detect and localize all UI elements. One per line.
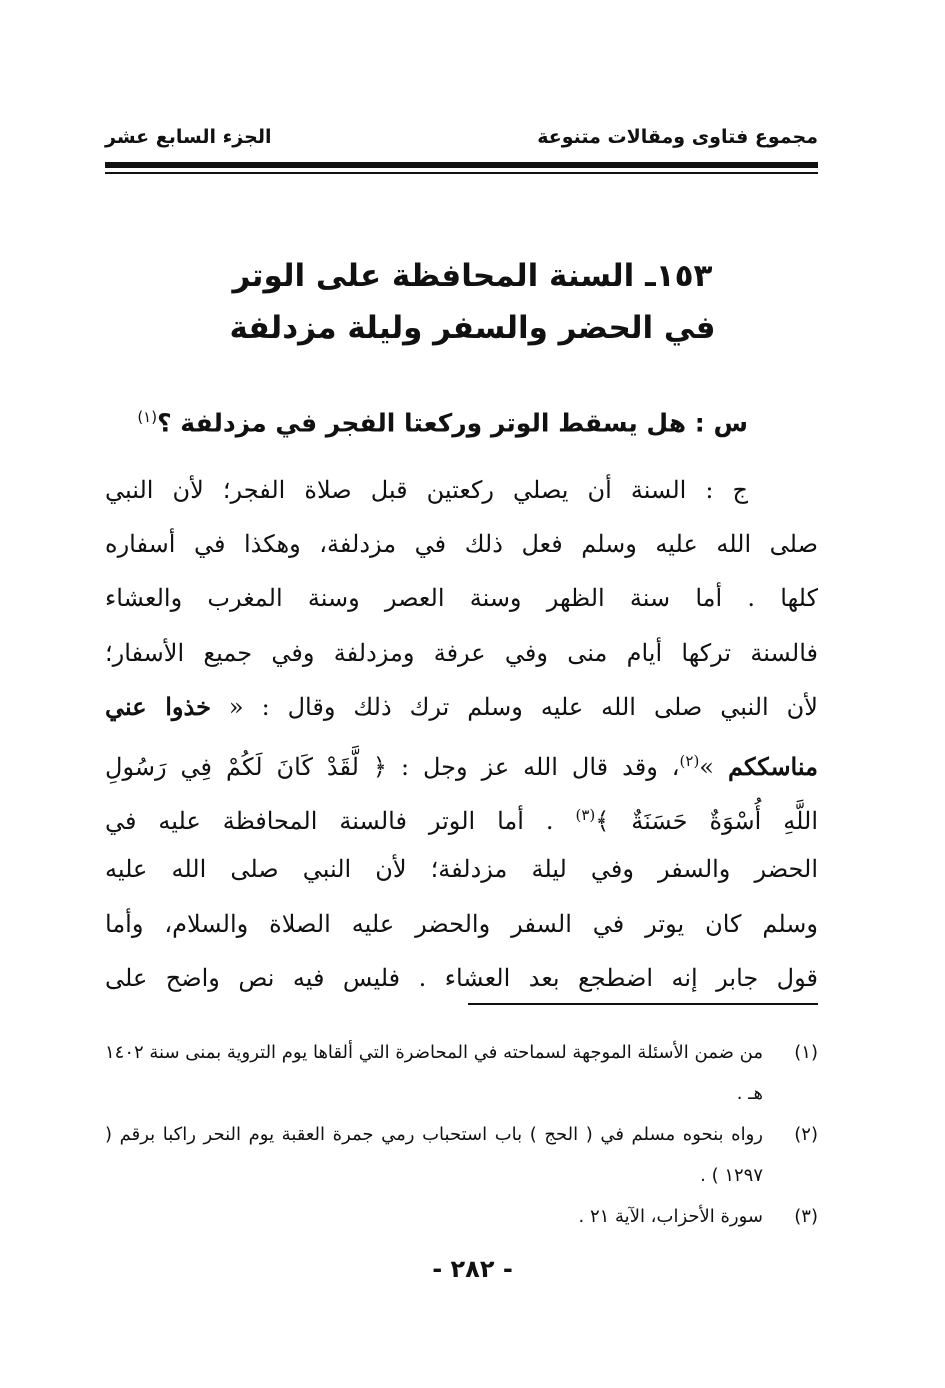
answer-line: الحضر والسفر وفي ليلة مزدلفة؛ لأن النبي صلى الله عليه [105, 855, 818, 884]
answer-line-hadith-start [105, 680, 818, 734]
footnotes [105, 1032, 818, 1237]
answer-line-5-text: لأن النبي صلى الله عليه وسلم ترك ذلك وقال : « [228, 692, 818, 721]
question [137, 408, 748, 437]
volume-label: الجزء السابع عشر [105, 126, 272, 148]
quran-verse-part-2: اللَّهِ أُسْوَةٌ حَسَنَةٌ [631, 807, 818, 836]
hadith-quote-end: مناسككم [727, 751, 818, 781]
answer-line-6-text: ، وقد قال الله عز وجل : [400, 752, 680, 781]
footnote [105, 1114, 818, 1196]
title-line-2: في الحضر والسفر وليلة مزدلفة [229, 310, 716, 346]
footnote-text: رواه بنحوه مسلم في ( الحج ) باب استحباب رمي جمرة العقبة يوم النحر راكبا برقم ( ١٢٩٧ ) . [105, 1124, 763, 1186]
book-title: مجموع فتاوى ومقالات متنوعة [537, 126, 818, 148]
answer-line: كلها . أما سنة الظهر وسنة العصر وسنة المغرب والعشاء [105, 584, 818, 613]
quran-brace-open: ﴿ [372, 752, 387, 781]
page-number: - ٢٨٢ - [432, 1255, 513, 1283]
footnote [105, 1032, 818, 1114]
answer-line: ج : السنة أن يصلي ركعتين قبل صلاة الفجر؛ لأن النبي [105, 476, 748, 504]
answer-line: صلى الله عليه وسلم فعل ذلك في مزدلفة، وهكذا في أسفاره [105, 530, 818, 559]
footnote-text: من ضمن الأسئلة الموجهة لسماحته في المحاضرة التي ألقاها يوم التروية بمنى سنة ١٤٠٢ هـ . [105, 1042, 763, 1104]
hadith-quote-start: خذوا عني [105, 691, 211, 721]
title-line-1: ١٥٣ـ السنة المحافظة على الوتر [232, 258, 713, 294]
footnote-text: سورة الأحزاب، الآية ٢١ . [578, 1206, 763, 1227]
footnote-number: (٢) [794, 1124, 818, 1145]
running-header [105, 126, 818, 156]
footnote-number: (١) [794, 1042, 818, 1063]
answer-line: قول جابر إنه اضطجع بعد العشاء . فليس فيه نص واضح على [105, 963, 818, 992]
quote-close: » [699, 752, 714, 781]
quran-verse-part-1: لَّقَدْ كَانَ لَكُمْ فِي رَسُولِ [105, 752, 359, 781]
fatwa-title [150, 250, 795, 354]
footnote-ref-3[interactable]: (٣) [575, 806, 596, 825]
footnote-ref-1[interactable]: (١) [137, 408, 158, 426]
footnote-separator [468, 1003, 818, 1005]
quran-brace-close: ﴾ [595, 807, 610, 836]
answer-line: فالسنة تركها أيام منى وفي عرفة ومزدلفة وفي جميع الأسفار؛ [105, 638, 818, 667]
answer-line-quran-end [105, 788, 818, 842]
footnote-ref-2[interactable]: (٢) [679, 751, 700, 770]
answer-body [105, 463, 818, 1005]
header-rule-thin [105, 172, 818, 174]
answer-line: وسلم كان يوتر في السفر والحضر عليه الصلاة والسلام، وأما [105, 909, 818, 938]
answer-line-7-text: . أما الوتر فالسنة المحافظة عليه في [105, 807, 554, 836]
answer-line-quran-start [105, 734, 818, 788]
header-rule [105, 162, 818, 168]
question-text: س : هل يسقط الوتر وركعتا الفجر في مزدلفة ؟ [157, 408, 748, 438]
footnote-number: (٣) [794, 1206, 818, 1227]
footnote [105, 1196, 818, 1237]
